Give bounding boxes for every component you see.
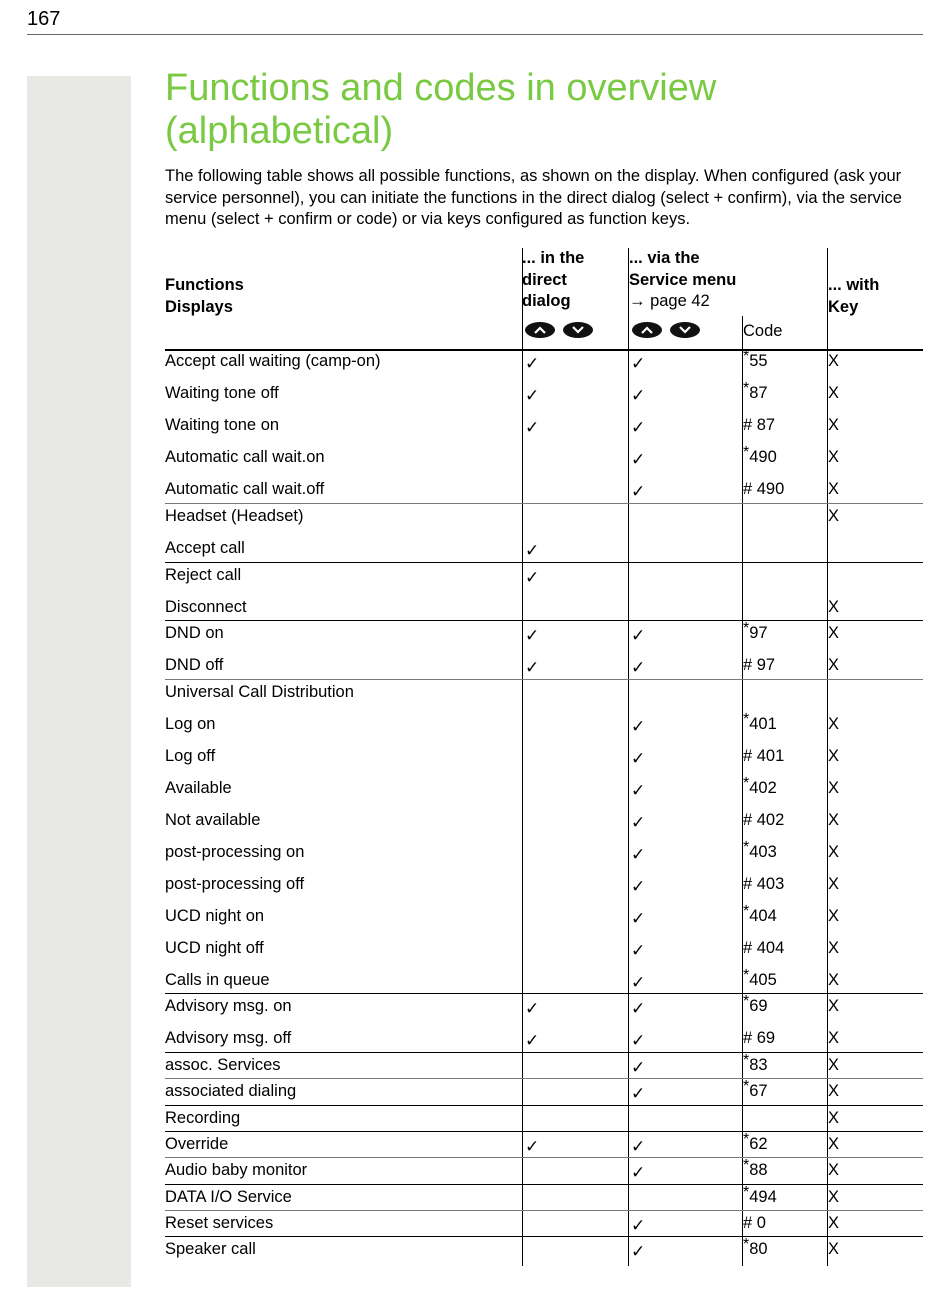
function-label: UCD night off bbox=[165, 939, 264, 957]
function-label: Calls in queue bbox=[165, 971, 270, 989]
function-label: Available bbox=[165, 779, 232, 797]
function-label: Disconnect bbox=[165, 598, 247, 616]
function-key-mark: X bbox=[828, 1029, 840, 1047]
function-key-mark: X bbox=[828, 779, 840, 797]
service-menu-check-icon: ✓ bbox=[631, 1084, 646, 1104]
row-group-divider bbox=[165, 1078, 923, 1079]
service-menu-check-icon: ✓ bbox=[631, 781, 646, 801]
function-key-mark: X bbox=[828, 811, 840, 829]
direct-dialog-check-icon: ✓ bbox=[525, 999, 540, 1019]
header-direct-line-1: ... in the bbox=[522, 249, 585, 267]
function-label: Automatic call wait.on bbox=[165, 448, 325, 466]
function-code: # 404 bbox=[743, 939, 785, 957]
functions-table bbox=[165, 248, 923, 1266]
function-label: post-processing on bbox=[165, 843, 305, 861]
function-code: *80 bbox=[743, 1236, 768, 1258]
service-menu-check-icon: ✓ bbox=[631, 450, 646, 470]
header-direct-line-3: dialog bbox=[522, 292, 571, 310]
direct-dialog-check-icon: ✓ bbox=[525, 1137, 540, 1157]
service-menu-check-icon: ✓ bbox=[631, 1216, 646, 1236]
header-service-line-1: ... via the bbox=[629, 249, 700, 267]
function-key-mark: X bbox=[828, 997, 840, 1015]
header-direct-line-2: direct bbox=[522, 270, 567, 289]
header-key bbox=[828, 275, 879, 318]
function-key-mark: X bbox=[828, 907, 840, 925]
row-group-divider bbox=[165, 1236, 923, 1237]
function-label: Universal Call Distribution bbox=[165, 683, 354, 701]
function-key-mark: X bbox=[828, 875, 840, 893]
header-key-line-1: ... with bbox=[828, 276, 880, 294]
function-label: Accept call bbox=[165, 539, 245, 557]
function-label: Recording bbox=[165, 1109, 241, 1127]
header-functions bbox=[165, 275, 244, 318]
function-label: Waiting tone off bbox=[165, 384, 279, 402]
header-service-line-2: Service menu bbox=[629, 270, 737, 289]
function-code: # 402 bbox=[743, 811, 785, 829]
navigation-up-icon bbox=[632, 322, 662, 338]
function-code: *55 bbox=[743, 348, 768, 370]
function-key-mark: X bbox=[828, 747, 840, 765]
service-menu-check-icon: ✓ bbox=[631, 1242, 646, 1262]
function-code: *69 bbox=[743, 993, 768, 1015]
function-label: Automatic call wait.off bbox=[165, 480, 325, 498]
service-menu-check-icon: ✓ bbox=[631, 482, 646, 502]
page-title-line-1: Functions and codes in overview bbox=[165, 67, 717, 109]
function-key-mark: X bbox=[828, 416, 840, 434]
service-menu-check-icon: ✓ bbox=[631, 658, 646, 678]
page-number: 167 bbox=[27, 8, 61, 30]
function-label: Override bbox=[165, 1135, 229, 1153]
row-group-divider bbox=[165, 620, 923, 621]
function-label: Reset services bbox=[165, 1214, 274, 1232]
function-code: *403 bbox=[743, 839, 777, 861]
direct-dialog-check-icon: ✓ bbox=[525, 354, 540, 374]
function-key-mark: X bbox=[828, 507, 840, 525]
function-key-mark: X bbox=[828, 656, 840, 674]
row-group-divider bbox=[165, 1105, 923, 1106]
row-group-divider bbox=[165, 1131, 923, 1132]
function-key-mark: X bbox=[828, 480, 840, 498]
service-menu-check-icon: ✓ bbox=[631, 999, 646, 1019]
service-menu-check-icon: ✓ bbox=[631, 909, 646, 929]
function-code: *402 bbox=[743, 775, 777, 797]
row-group-divider bbox=[165, 503, 923, 504]
row-group-divider bbox=[165, 1210, 923, 1211]
function-code: *62 bbox=[743, 1131, 768, 1153]
function-key-mark: X bbox=[828, 1135, 840, 1153]
direct-dialog-check-icon: ✓ bbox=[525, 1031, 540, 1051]
service-menu-check-icon: ✓ bbox=[631, 877, 646, 897]
side-margin-bar bbox=[27, 76, 131, 1287]
direct-dialog-check-icon: ✓ bbox=[525, 626, 540, 646]
function-code: # 69 bbox=[743, 1029, 776, 1047]
function-key-mark: X bbox=[828, 624, 840, 642]
navigation-down-icon bbox=[563, 322, 593, 338]
row-group-divider bbox=[165, 679, 923, 680]
direct-dialog-check-icon: ✓ bbox=[525, 658, 540, 678]
direct-dialog-check-icon: ✓ bbox=[525, 568, 540, 588]
function-label: Speaker call bbox=[165, 1240, 256, 1258]
function-key-mark: X bbox=[828, 1240, 840, 1258]
service-menu-check-icon: ✓ bbox=[631, 1031, 646, 1051]
function-label: DND on bbox=[165, 624, 224, 642]
column-divider-service bbox=[628, 248, 629, 1266]
function-code: *67 bbox=[743, 1078, 768, 1100]
row-group-divider bbox=[165, 993, 923, 994]
function-key-mark: X bbox=[828, 939, 840, 957]
service-menu-check-icon: ✓ bbox=[631, 1137, 646, 1157]
function-label: Log off bbox=[165, 747, 216, 765]
function-key-mark: X bbox=[828, 715, 840, 733]
function-code: *88 bbox=[743, 1157, 768, 1179]
function-label: Not available bbox=[165, 811, 261, 829]
function-label: UCD night on bbox=[165, 907, 265, 925]
service-menu-check-icon: ✓ bbox=[631, 626, 646, 646]
service-menu-check-icon: ✓ bbox=[631, 973, 646, 993]
function-code: *97 bbox=[743, 620, 768, 642]
function-key-mark: X bbox=[828, 1056, 840, 1074]
service-menu-check-icon: ✓ bbox=[631, 354, 646, 374]
function-label: post-processing off bbox=[165, 875, 305, 893]
service-menu-check-icon: ✓ bbox=[631, 845, 646, 865]
row-group-divider bbox=[165, 1184, 923, 1185]
function-key-mark: X bbox=[828, 352, 840, 370]
function-code: *405 bbox=[743, 967, 777, 989]
header-functions-label: Functions bbox=[165, 276, 244, 294]
function-label: Headset (Headset) bbox=[165, 507, 304, 525]
function-key-mark: X bbox=[828, 384, 840, 402]
function-key-mark: X bbox=[828, 843, 840, 861]
direct-dialog-check-icon: ✓ bbox=[525, 386, 540, 406]
header-service-menu bbox=[629, 248, 736, 313]
function-key-mark: X bbox=[828, 1214, 840, 1232]
header-displays-label: Displays bbox=[165, 297, 233, 316]
service-menu-check-icon: ✓ bbox=[631, 813, 646, 833]
header-service-page-ref: → page 42 bbox=[629, 292, 710, 310]
function-label: assoc. Services bbox=[165, 1056, 281, 1074]
function-key-mark: X bbox=[828, 1109, 840, 1127]
function-label: Log on bbox=[165, 715, 216, 733]
intro-paragraph: The following table shows all possible functions, as shown on the display. When configured (ask your service personnel), you can initiate the functions in the direct dialog (select + confirm), via the service menu (select + confirm or code) or via keys configured as function keys. bbox=[165, 167, 902, 228]
function-code: # 401 bbox=[743, 747, 785, 765]
function-label: DND off bbox=[165, 656, 224, 674]
service-menu-check-icon: ✓ bbox=[631, 941, 646, 961]
function-key-mark: X bbox=[828, 448, 840, 466]
function-code: *401 bbox=[743, 711, 777, 733]
function-code: *404 bbox=[743, 903, 777, 925]
header-code: Code bbox=[743, 322, 783, 340]
function-label: Advisory msg. off bbox=[165, 1029, 292, 1047]
service-menu-check-icon: ✓ bbox=[631, 1058, 646, 1078]
function-key-mark: X bbox=[828, 971, 840, 989]
navigation-down-icon bbox=[670, 322, 700, 338]
function-label: Advisory msg. on bbox=[165, 997, 292, 1015]
column-divider-direct bbox=[522, 248, 523, 1266]
function-label: Audio baby monitor bbox=[165, 1161, 308, 1179]
function-label: Waiting tone on bbox=[165, 416, 280, 434]
function-code: # 0 bbox=[743, 1214, 766, 1232]
service-menu-check-icon: ✓ bbox=[631, 717, 646, 737]
page-title bbox=[165, 67, 716, 153]
header-direct-dialog bbox=[522, 248, 584, 313]
function-key-mark: X bbox=[828, 1082, 840, 1100]
function-label: associated dialing bbox=[165, 1082, 297, 1100]
service-menu-check-icon: ✓ bbox=[631, 749, 646, 769]
header-rule bbox=[27, 34, 923, 35]
function-code: # 403 bbox=[743, 875, 785, 893]
service-menu-check-icon: ✓ bbox=[631, 418, 646, 438]
row-group-divider bbox=[165, 562, 923, 563]
function-code: # 87 bbox=[743, 416, 776, 434]
function-key-mark: X bbox=[828, 598, 840, 616]
function-key-mark: X bbox=[828, 1188, 840, 1206]
function-code: *490 bbox=[743, 444, 777, 466]
function-code: *494 bbox=[743, 1184, 777, 1206]
direct-dialog-check-icon: ✓ bbox=[525, 541, 540, 561]
function-code: # 490 bbox=[743, 480, 785, 498]
function-code: # 97 bbox=[743, 656, 776, 674]
function-code: *83 bbox=[743, 1052, 768, 1074]
service-menu-check-icon: ✓ bbox=[631, 1163, 646, 1183]
row-group-divider bbox=[165, 1157, 923, 1158]
header-key-line-2: Key bbox=[828, 297, 859, 316]
function-label: Accept call waiting (camp-on) bbox=[165, 352, 381, 370]
function-key-mark: X bbox=[828, 1161, 840, 1179]
page-title-line-2: (alphabetical) bbox=[165, 110, 394, 152]
function-code: *87 bbox=[743, 380, 768, 402]
function-label: Reject call bbox=[165, 566, 242, 584]
row-group-divider bbox=[165, 1052, 923, 1053]
direct-dialog-check-icon: ✓ bbox=[525, 418, 540, 438]
function-label: DATA I/O Service bbox=[165, 1188, 292, 1206]
navigation-up-icon bbox=[525, 322, 555, 338]
service-menu-check-icon: ✓ bbox=[631, 386, 646, 406]
